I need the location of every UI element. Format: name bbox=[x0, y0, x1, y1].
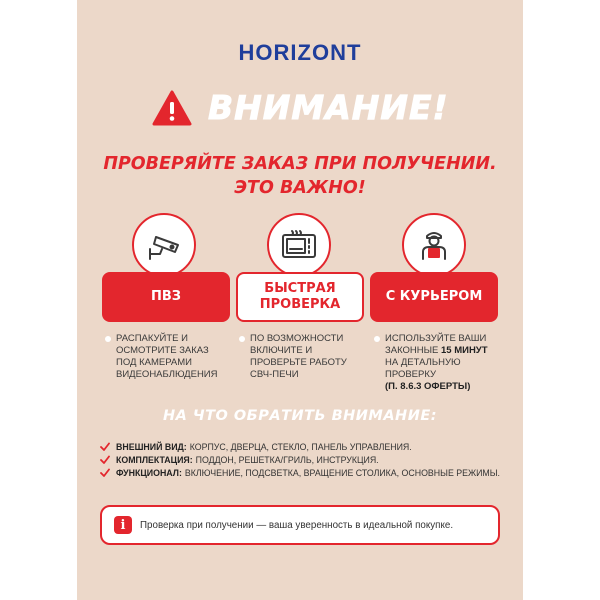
section-title: НА ЧТО ОБРАТИТЬ ВНИМАНИЕ: bbox=[162, 408, 438, 424]
desc-line: ПРОВЕРКУ bbox=[385, 369, 437, 380]
desc-line bbox=[385, 345, 500, 357]
quick-check-description bbox=[250, 333, 360, 381]
courier-label: С КУРЬЕРОМ bbox=[385, 289, 483, 304]
desc-line: ОСМОТРИТЕ ЗАКАЗ bbox=[116, 345, 209, 356]
checklist-text: ПОДДОН, РЕШЕТКА/ГРИЛЬ, ИНСТРУКЦИЯ. bbox=[195, 454, 379, 465]
checklist-label: КОМПЛЕКТАЦИЯ: bbox=[116, 454, 193, 465]
checklist-item bbox=[100, 453, 500, 466]
checklist-item bbox=[100, 440, 500, 453]
microwave-icon bbox=[279, 225, 319, 265]
checklist bbox=[100, 440, 500, 479]
warning-triangle-icon bbox=[152, 90, 192, 126]
quick-check-pill bbox=[236, 272, 364, 322]
info-icon: i bbox=[114, 516, 132, 534]
desc-line: ВКЛЮЧИТЕ И bbox=[250, 345, 313, 356]
pvz-label: ПВЗ bbox=[150, 289, 182, 304]
desc-line: (П. 8.6.3 ОФЕРТЫ) bbox=[385, 381, 471, 392]
checkmark-icon bbox=[100, 455, 110, 465]
headline bbox=[77, 152, 523, 200]
desc-line: ИСПОЛЬЗУЙТЕ ВАШИ bbox=[385, 333, 487, 344]
desc-line: ПО ВОЗМОЖНОСТИ bbox=[250, 333, 344, 344]
checklist-item bbox=[100, 466, 500, 479]
bullet-dot bbox=[374, 336, 380, 342]
checklist-text: ВКЛЮЧЕНИЕ, ПОДСВЕТКА, ВРАЩЕНИЕ СТОЛИКА, ОСНОВНЫЕ РЕЖИМЫ. bbox=[184, 467, 500, 478]
checkmark-icon bbox=[100, 468, 110, 478]
desc-line: ПОД КАМЕРАМИ bbox=[116, 357, 192, 368]
courier-icon bbox=[414, 225, 454, 265]
headline-line-1: ПРОВЕРЯЙТЕ ЗАКАЗ ПРИ ПОЛУЧЕНИИ. bbox=[103, 154, 497, 174]
pvz-description bbox=[116, 333, 226, 381]
quick-check-label-1: БЫСТРАЯ bbox=[264, 281, 336, 296]
bullet-dot bbox=[105, 336, 111, 342]
quick-check-label-2: ПРОВЕРКА bbox=[259, 297, 341, 312]
desc-line: ПРОВЕРЬТЕ РАБОТУ bbox=[250, 357, 347, 368]
courier-pill bbox=[370, 272, 498, 322]
desc-text: ЗАКОННЫЕ bbox=[385, 345, 439, 356]
note-text: Проверка при получении — ваша уверенность в идеальной покупке. bbox=[140, 519, 454, 531]
courier-icon-circle bbox=[402, 213, 466, 277]
checklist-text: КОРПУС, ДВЕРЦА, СТЕКЛО, ПАНЕЛЬ УПРАВЛЕНИЯ. bbox=[189, 441, 412, 452]
desc-line: НА ДЕТАЛЬНУЮ bbox=[385, 357, 461, 368]
camera-icon-circle bbox=[132, 213, 196, 277]
brand-logo: HORIZONT bbox=[238, 40, 362, 65]
attention-text: ВНИМАНИЕ! bbox=[208, 88, 449, 127]
courier-description bbox=[385, 333, 500, 393]
checkmark-icon bbox=[100, 442, 110, 452]
microwave-icon-circle bbox=[267, 213, 331, 277]
security-camera-icon bbox=[144, 225, 184, 265]
poster-card bbox=[77, 0, 523, 600]
headline-line-2: ЭТО ВАЖНО! bbox=[234, 178, 366, 198]
desc-emphasis: 15 МИНУТ bbox=[441, 345, 488, 356]
checklist-label: ФУНКЦИОНАЛ: bbox=[116, 467, 182, 478]
desc-line: ВИДЕОНАБЛЮДЕНИЯ bbox=[116, 369, 218, 380]
info-note bbox=[100, 505, 500, 545]
attention-heading bbox=[152, 88, 449, 127]
pvz-pill bbox=[102, 272, 230, 322]
bullet-dot bbox=[239, 336, 245, 342]
desc-line: РАСПАКУЙТЕ И bbox=[116, 333, 188, 344]
desc-line: СВЧ-ПЕЧИ bbox=[250, 369, 299, 380]
checklist-label: ВНЕШНИЙ ВИД: bbox=[116, 441, 187, 452]
